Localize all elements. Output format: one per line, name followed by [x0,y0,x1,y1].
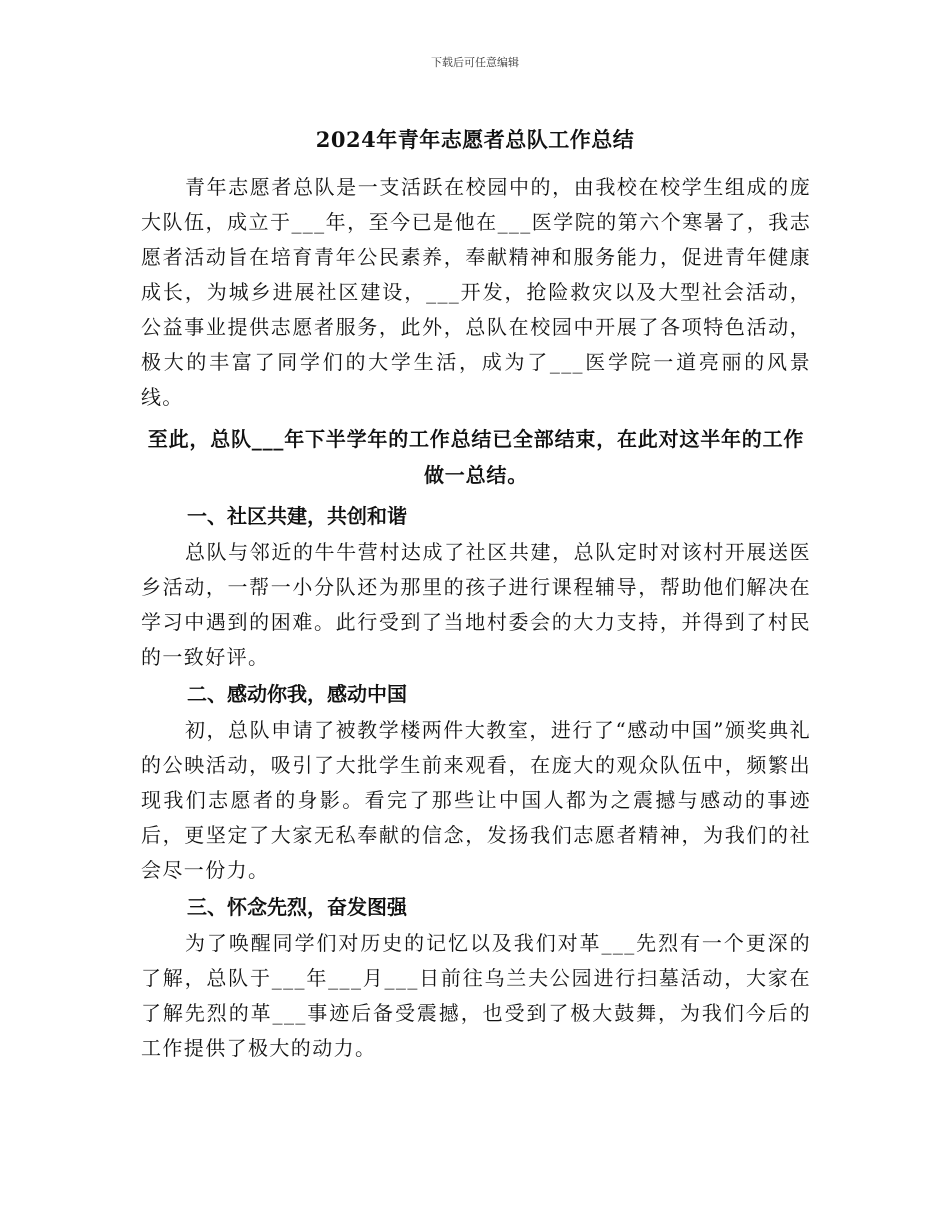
section-body-martyrs: 为了唤醒同学们对历史的记忆以及我们对革___先烈有一个更深的了解，总队于___年___月___日前往乌兰夫公园进行扫墓活动，大家在了解先烈的革___事迹后备受震撼，也受到了极大鼓舞，为我们今后的工作提供了极大的动力。 [141,931,811,1060]
document-body [141,170,811,1066]
section-body-community: 总队与邻近的牛牛营村达成了社区共建，总队定时对该村开展送医乡活动，一帮一小分队还为那里的孩子进行课程辅导，帮助他们解决在学习中遇到的困难。此行受到了当地村委会的大力支持，并得到了村民的一致好评。 [141,540,811,669]
summary-statement: 至此，总队___年下半学年的工作总结已全部结束，在此对这半年的工作做一总结。 [147,427,805,487]
intro-paragraph: 青年志愿者总队是一支活跃在校园中的，由我校在校学生组成的庞大队伍，成立于___年，至今已是他在___医学院的第六个寒暑了，我志愿者活动旨在培育青年公民素养，奉献精神和服务能力，促进青年健康成长，为城乡进展社区建设，___开发，抢险救灾以及大型社会活动，公益事业提供志愿者服务，此外，总队在校园中开展了各项特色活动，极大的丰富了同学们的大学生活，成为了___医学院一道亮丽的风景线。 [141,175,811,409]
section-heading-martyrs: 三、怀念先烈，奋发图强 [187,895,407,919]
document-title: 2024年青年志愿者总队工作总结 [315,127,635,152]
section-heading-community: 一、社区共建，共创和谐 [187,504,407,528]
section-body-touching-china: 初，总队申请了被教学楼两件大教室，进行了“感动中国”颁奖典礼的公映活动，吸引了大批学生前来观看，在庞大的观众队伍中，频繁出现我们志愿者的身影。看完了那些让中国人都为之震撼与感动的事迹后，更坚定了大家无私奉献的信念，发扬我们志愿者精神，为我们的社会尽一份力。 [141,718,811,882]
section-heading-touching-china: 二、感动你我，感动中国 [187,682,407,706]
header-note: 下载后可任意编辑 [431,56,519,69]
